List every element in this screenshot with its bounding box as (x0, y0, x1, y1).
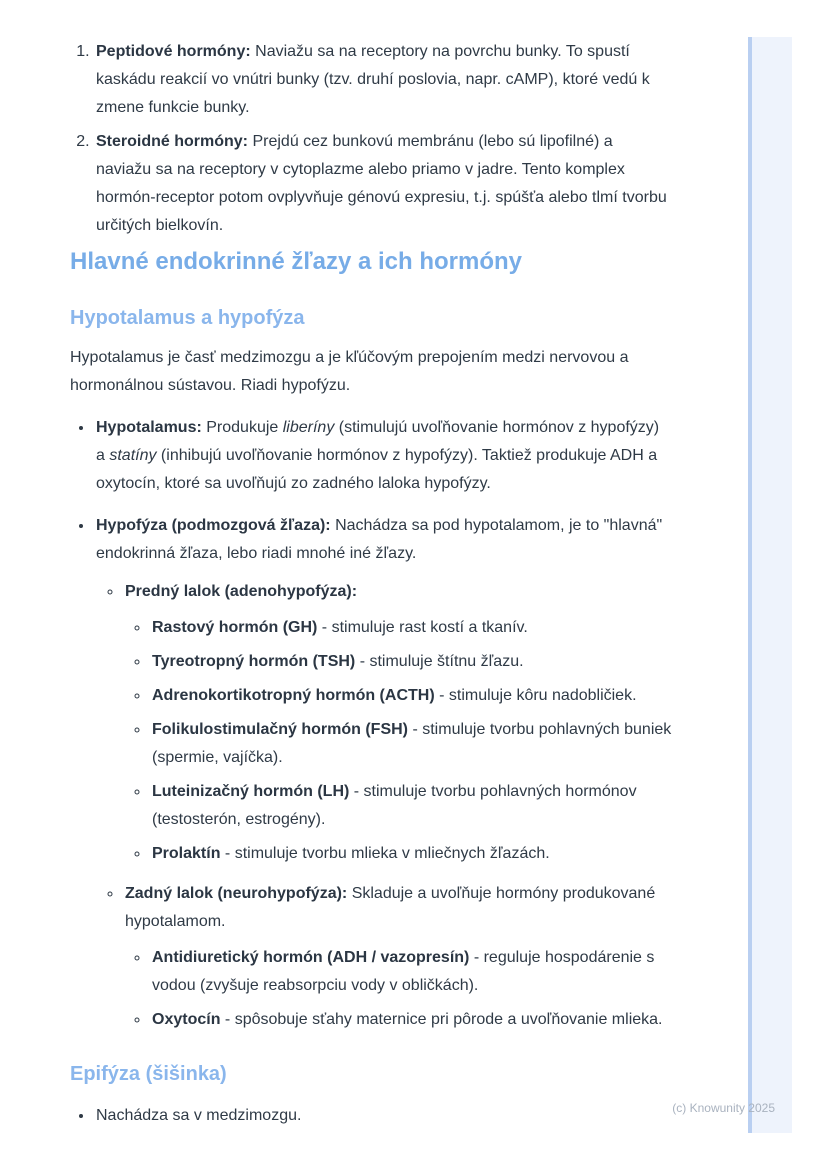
list-item-steroid-hormones: 2. Steroidné hormóny: Prejdú cez bunkovú membránu (lebo sú lipofilné) a naviažu sa na receptory v cytoplazme alebo priamo v jadre. Tento komplex hormón-receptor potom ovplyvňuje génovú expresiu, t.j. spúšťa alebo tlmí tvorbu určitých bielkovín. (94, 128, 672, 240)
anterior-lobe-hormones-list (125, 614, 672, 868)
epiphysis-list (70, 1102, 672, 1130)
list-item-hypothalamus: • Hypotalamus: Produkuje liberíny (stimulujú uvoľňovanie hormónov z hypofýzy) a statíny (inhibujú uvoľňovanie hormónov z hypofýzy). Taktiež produkuje ADH a oxytocín, ktoré sa uvoľňujú zo zadného laloka hypofýzy. (94, 414, 672, 498)
list-item-fsh: ◦ Folikulostimulačný hormón (FSH) - stimuluje tvorbu pohlavných buniek (spermie, vajíčka). (150, 716, 672, 772)
subsection-heading-epiphysis: Epifýza (šišinka) (70, 1063, 227, 1085)
glands-list (70, 414, 672, 1034)
hypophysis-lobes-list (96, 578, 672, 1034)
list-item-oxytocin: ◦ Oxytocín - spôsobuje sťahy maternice pri pôrode a uvoľňovanie mlieka. (150, 1006, 672, 1034)
list-item-posterior-lobe (123, 880, 672, 1034)
hormone-types-list (70, 38, 672, 240)
list-item-acth: ◦ Adrenokortikotropný hormón (ACTH) - stimuluje kôru nadobličiek. (150, 682, 672, 710)
list-item-epiphysis-location: • Nachádza sa v medzimozgu. (94, 1102, 672, 1130)
section-heading-glands: Hlavné endokrinné žľazy a ich hormóny (70, 248, 523, 275)
list-item-anterior-lobe (123, 578, 672, 868)
document-content (70, 38, 672, 1130)
list-item-tsh: ◦ Tyreotropný hormón (TSH) - stimuluje štítnu žľazu. (150, 648, 672, 676)
list-item-posterior-lobe-text: Zadný lalok (neurohypofýza): Skladuje a uvoľňuje hormóny produkované hypotalamom. (125, 885, 656, 930)
list-item-peptide-hormones: 1. Peptidové hormóny: Naviažu sa na receptory na povrchu bunky. To spustí kaskádu reakcií vo vnútri bunky (tzv. druhí poslovia, napr. cAMP), ktoré vedú k zmene funkcie bunky. (94, 38, 672, 122)
list-item-hypophysis-text: Hypofýza (podmozgová žľaza): Nachádza sa pod hypotalamom, je to "hlavná" endokrinná žľaza, lebo riadi mnohé iné žľazy. (96, 517, 663, 562)
list-item-anterior-lobe-text: Predný lalok (adenohypofýza): (125, 583, 358, 600)
scrollbar[interactable] (748, 37, 792, 1133)
list-item-lh: ◦ Luteinizačný hormón (LH) - stimuluje tvorbu pohlavných hormónov (testosterón, estrogény). (150, 778, 672, 834)
list-item-prolactin: ◦ Prolaktín - stimuluje tvorbu mlieka v mliečnych žľazách. (150, 840, 672, 868)
list-item-gh: ◦ Rastový hormón (GH) - stimuluje rast kostí a tkanív. (150, 614, 672, 642)
hypothalamus-intro-paragraph: Hypotalamus je časť medzimozgu a je kľúčovým prepojením medzi nervovou a hormonálnou sústavou. Riadi hypofýzu. (70, 349, 629, 394)
list-item-adh: ◦ Antidiuretický hormón (ADH / vazopresín) - reguluje hospodárenie s vodou (zvyšuje reabsorpciu vody v obličkách). (150, 944, 672, 1000)
subsection-heading-hypothalamus: Hypotalamus a hypofýza (70, 307, 305, 329)
copyright-text: (c) Knowunity 2025 (672, 1101, 775, 1115)
list-item-hypophysis (94, 512, 672, 1034)
posterior-lobe-hormones-list (125, 944, 672, 1034)
